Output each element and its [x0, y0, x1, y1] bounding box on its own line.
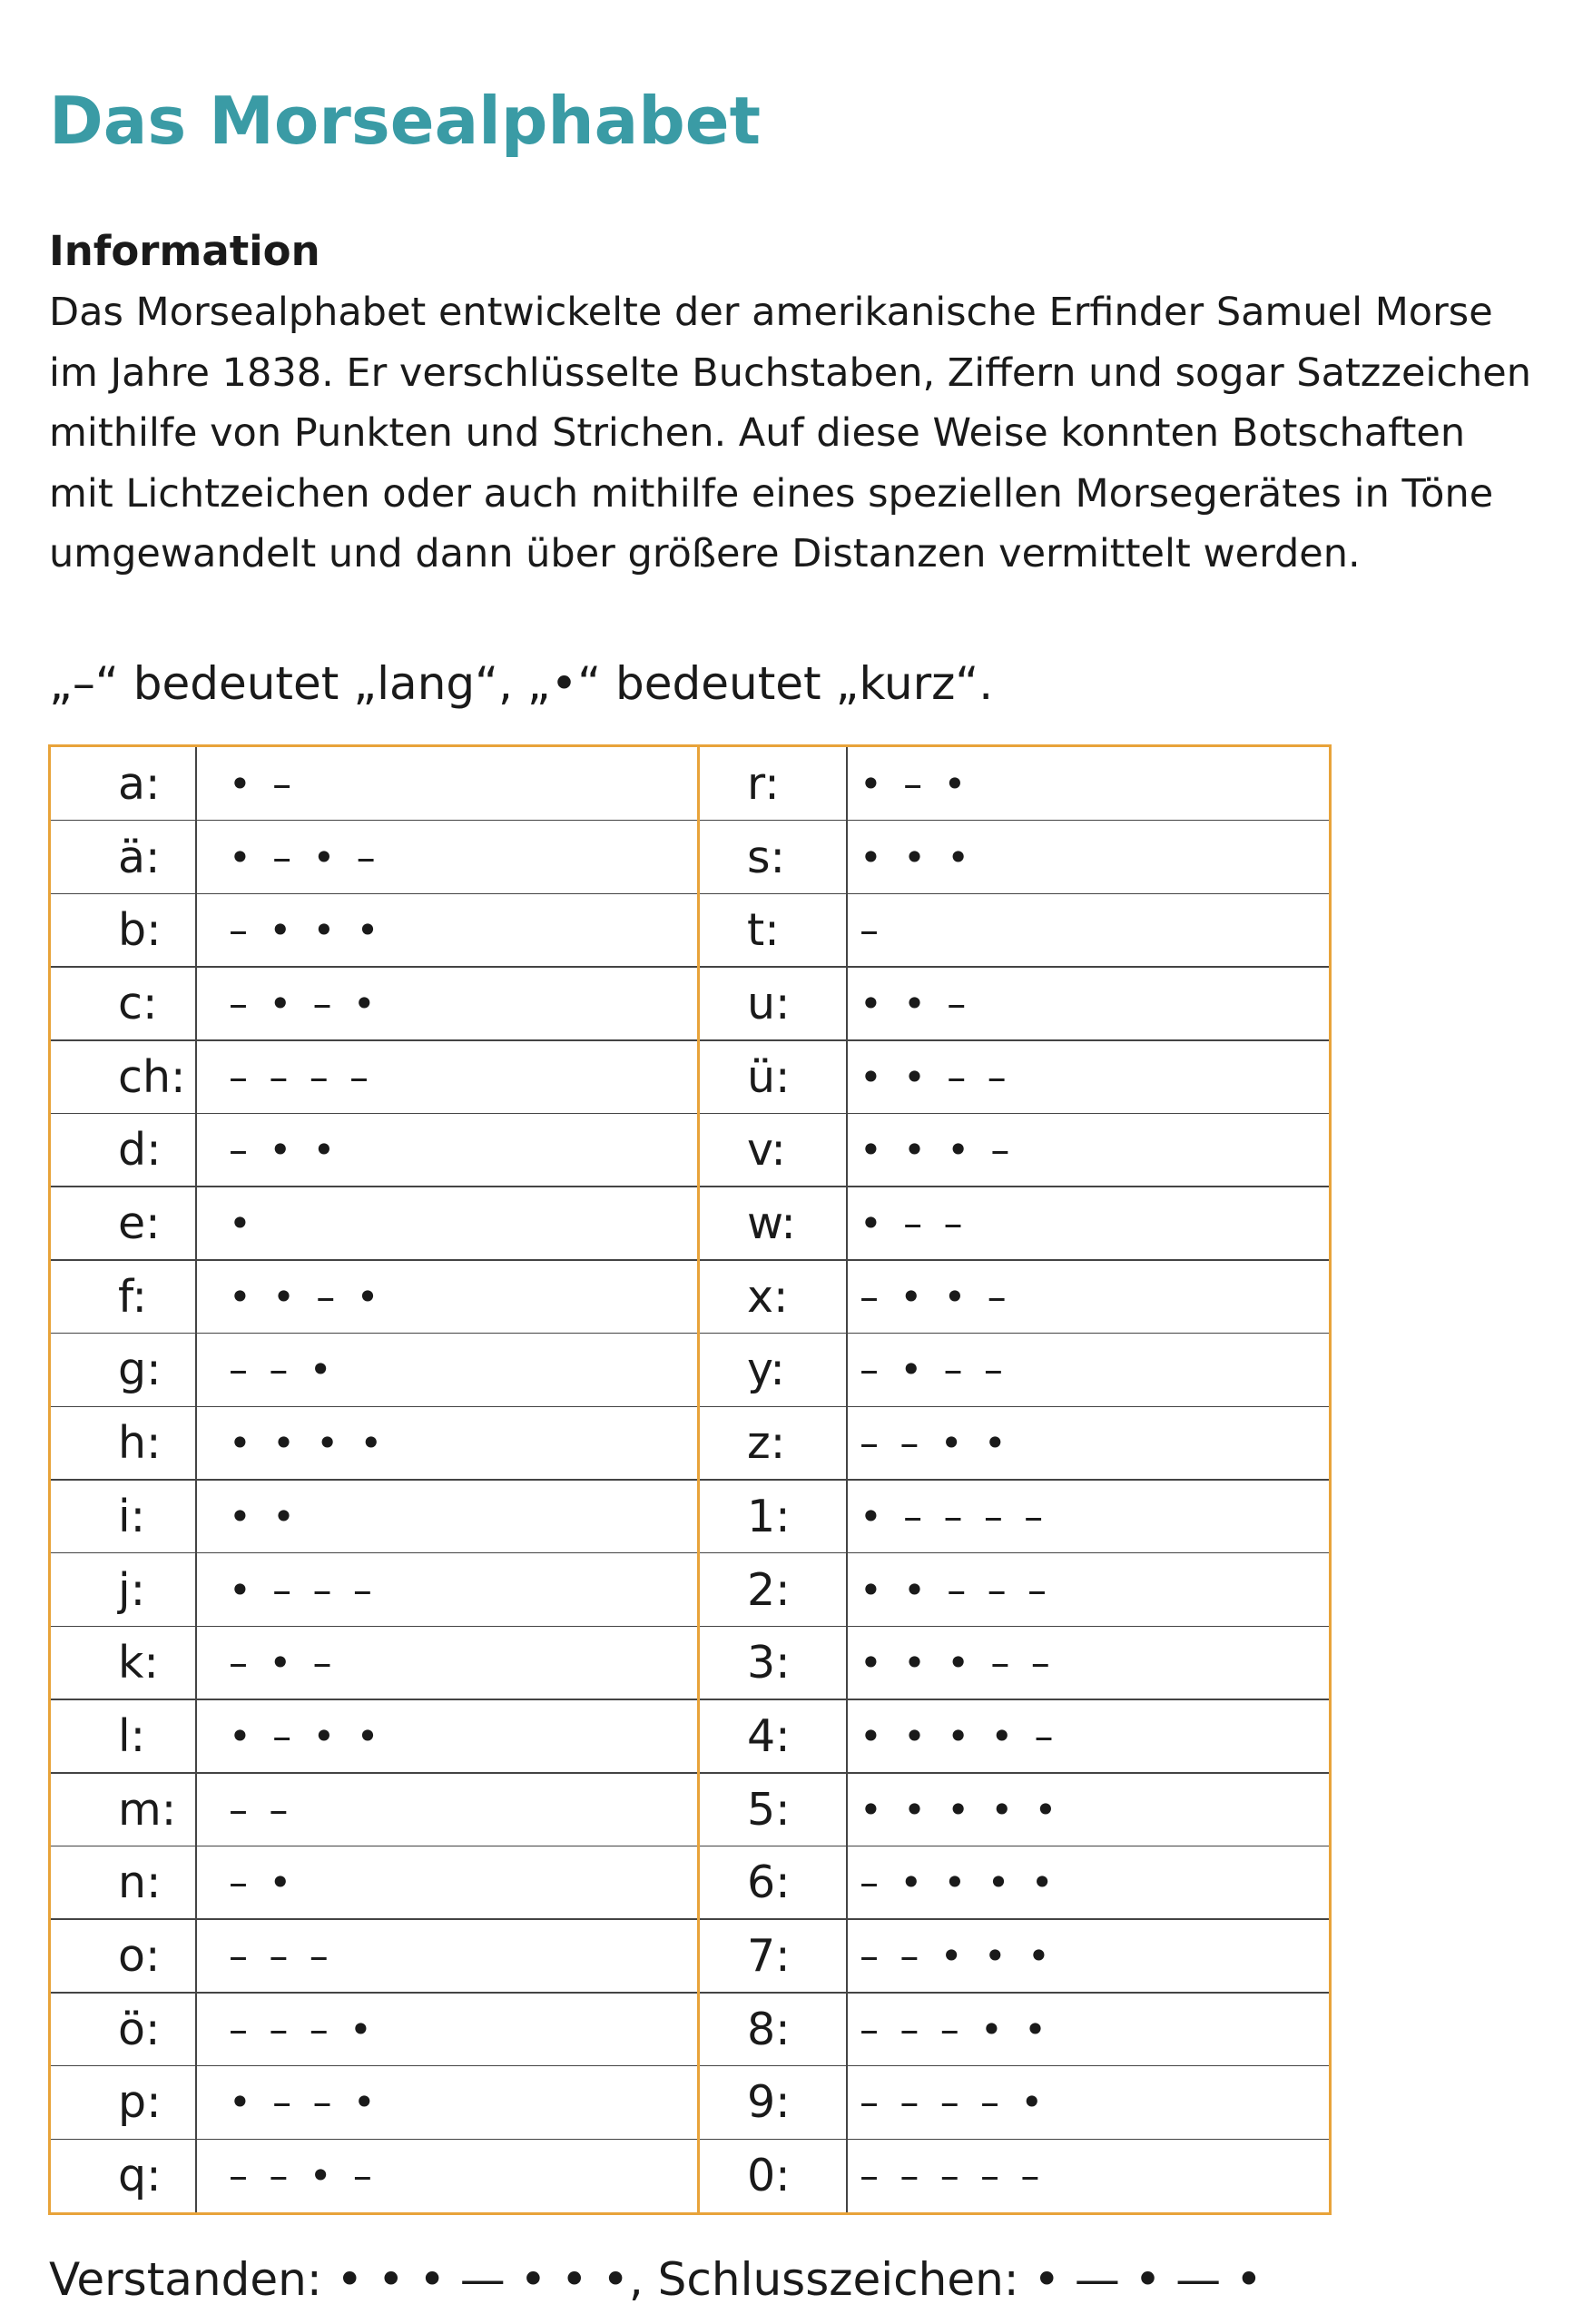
morse-code: – • – – [860, 1347, 1008, 1393]
morse-letter-label: k: [118, 1637, 159, 1689]
table-row [51, 1187, 1329, 1260]
table-row [51, 1480, 1329, 1553]
table-row [51, 1846, 1329, 1920]
info-line: umgewandelt und dann über größere Distanzen vermittelt werden. [49, 531, 1361, 576]
morse-letter-label: f: [118, 1270, 148, 1323]
table-row [51, 1993, 1329, 2066]
table-row [51, 1919, 1329, 1993]
morse-code: • – – • [229, 2080, 380, 2125]
table-row [51, 1699, 1329, 1773]
morse-letter-label: 3: [747, 1637, 791, 1689]
page-title: Das Morsealphabet [49, 83, 762, 159]
morse-code: • • • • • [860, 1787, 1062, 1832]
morse-letter-label: z: [747, 1417, 786, 1470]
morse-letter-label: ö: [118, 2003, 161, 2055]
morse-letter-label: v: [747, 1124, 786, 1177]
morse-code: • • – • [229, 1274, 384, 1319]
morse-letter-label: 9: [747, 2076, 791, 2129]
table-row [51, 1334, 1329, 1407]
morse-code: – – – • [229, 2006, 377, 2052]
morse-code: – – – • • [860, 2006, 1051, 2052]
morse-letter-label: l: [118, 1709, 146, 1762]
morse-letter-label: ü: [747, 1050, 791, 1103]
morse-letter-label: x: [747, 1270, 789, 1323]
morse-code: • • [229, 1493, 300, 1539]
morse-letter-label: g: [118, 1344, 162, 1396]
morse-letter-label: 4: [747, 1709, 791, 1762]
table-row [51, 821, 1329, 894]
morse-letter-label: 1: [747, 1490, 791, 1542]
morse-code: • • • • – [860, 1713, 1058, 1758]
morse-code: • – – – [229, 1567, 377, 1612]
morse-code: – – – – [229, 1054, 374, 1099]
morse-letter-label: o: [118, 1930, 161, 1983]
table-row [51, 1626, 1329, 1699]
morse-code: – – – – – [860, 2153, 1045, 2199]
morse-code: • – – [860, 1201, 968, 1246]
morse-letter-label: d: [118, 1124, 162, 1177]
morse-letter-label: y: [747, 1344, 785, 1396]
table-row [51, 893, 1329, 967]
morse-code: – • • • • [860, 1860, 1058, 1905]
morse-letter-label: 5: [747, 1783, 791, 1836]
morse-letter-label: s: [747, 831, 786, 883]
morse-code: • • • – – [860, 1640, 1055, 1686]
morse-letter-label: 6: [747, 1856, 791, 1909]
morse-letter-label: u: [747, 977, 791, 1029]
table-row [51, 1114, 1329, 1187]
morse-code: • – [229, 761, 297, 806]
morse-letter-label: c: [118, 977, 158, 1029]
morse-code: – – • – [229, 2153, 377, 2199]
morse-code: • • • – [860, 1128, 1015, 1173]
morse-code: – – – [229, 1934, 333, 1979]
morse-letter-label: w: [747, 1197, 796, 1250]
morse-code: – • • – [860, 1274, 1011, 1319]
morse-code: • – • – [229, 834, 380, 880]
footer-text: Verstanden: • • • — • • •, Schlusszeichen: • — • — • [49, 2253, 1263, 2306]
morse-letter-label: i: [118, 1490, 146, 1542]
info-paragraph [49, 282, 1547, 585]
morse-letter-label: q: [118, 2150, 162, 2202]
morse-letter-label: p: [118, 2076, 162, 2129]
morse-letter-label: a: [118, 757, 161, 810]
morse-letter-label: e: [118, 1197, 161, 1250]
table-row [51, 1553, 1329, 1627]
morse-letter-label: t: [747, 904, 780, 957]
morse-code: – • – • [229, 980, 380, 1026]
morse-code: – • [229, 1860, 297, 1905]
morse-code: • [229, 1201, 256, 1246]
table-row [51, 967, 1329, 1040]
info-line: mit Lichtzeichen oder auch mithilfe eines speziellen Morsegerätes in Töne [49, 470, 1494, 517]
morse-code: • • – – [860, 1054, 1011, 1099]
morse-letter-label: 7: [747, 1930, 791, 1983]
morse-letter-label: 0: [747, 2150, 791, 2202]
table-row [51, 747, 1329, 821]
morse-code: – – – – • [860, 2080, 1048, 2125]
morse-letter-label: r: [747, 757, 780, 810]
morse-code: • – • [860, 761, 971, 806]
morse-code: – – [229, 1787, 293, 1832]
info-line: mithilfe von Punkten und Strichen. Auf diese Weise konnten Botschaften [49, 410, 1466, 456]
table-row [51, 2139, 1329, 2212]
morse-code: – – • [229, 1347, 337, 1393]
table-row [51, 1773, 1329, 1846]
morse-letter-label: ä: [118, 831, 161, 883]
morse-code: – [860, 908, 883, 953]
morse-letter-label: b: [118, 904, 162, 957]
morse-letter-label: n: [118, 1856, 162, 1909]
table-row [51, 1040, 1329, 1114]
morse-code: – • – [229, 1640, 337, 1686]
morse-letter-label: m: [118, 1783, 177, 1836]
morse-letter-label: j: [118, 1563, 146, 1616]
morse-code: • – • • [229, 1713, 384, 1758]
morse-letter-label: 8: [747, 2003, 791, 2055]
info-line: im Jahre 1838. Er verschlüsselte Buchstaben, Ziffern und sogar Satzzeichen [49, 350, 1531, 396]
morse-code: • • • • [229, 1421, 388, 1466]
morse-letter-label: ch: [118, 1050, 186, 1103]
morse-letter-label: h: [118, 1417, 162, 1470]
morse-code: – – • • [860, 1421, 1011, 1466]
morse-code: • • • [860, 834, 975, 880]
table-row [51, 1406, 1329, 1480]
morse-code: • • – – – [860, 1567, 1051, 1612]
legend-text: „–“ bedeutet „lang“, „•“ bedeutet „kurz“. [49, 657, 994, 710]
morse-code: – • • [229, 1128, 340, 1173]
morse-table [48, 744, 1332, 2215]
morse-code: • – – – – [860, 1493, 1048, 1539]
morse-code: • • – [860, 980, 971, 1026]
info-heading: Information [49, 227, 320, 275]
morse-code: – • • • [229, 908, 384, 953]
table-row [51, 2066, 1329, 2140]
morse-code: – – • • • [860, 1934, 1055, 1979]
info-line: Das Morsealphabet entwickelte der amerikanische Erfinder Samuel Morse [49, 290, 1493, 335]
table-row [51, 1260, 1329, 1334]
morse-letter-label: 2: [747, 1563, 791, 1616]
